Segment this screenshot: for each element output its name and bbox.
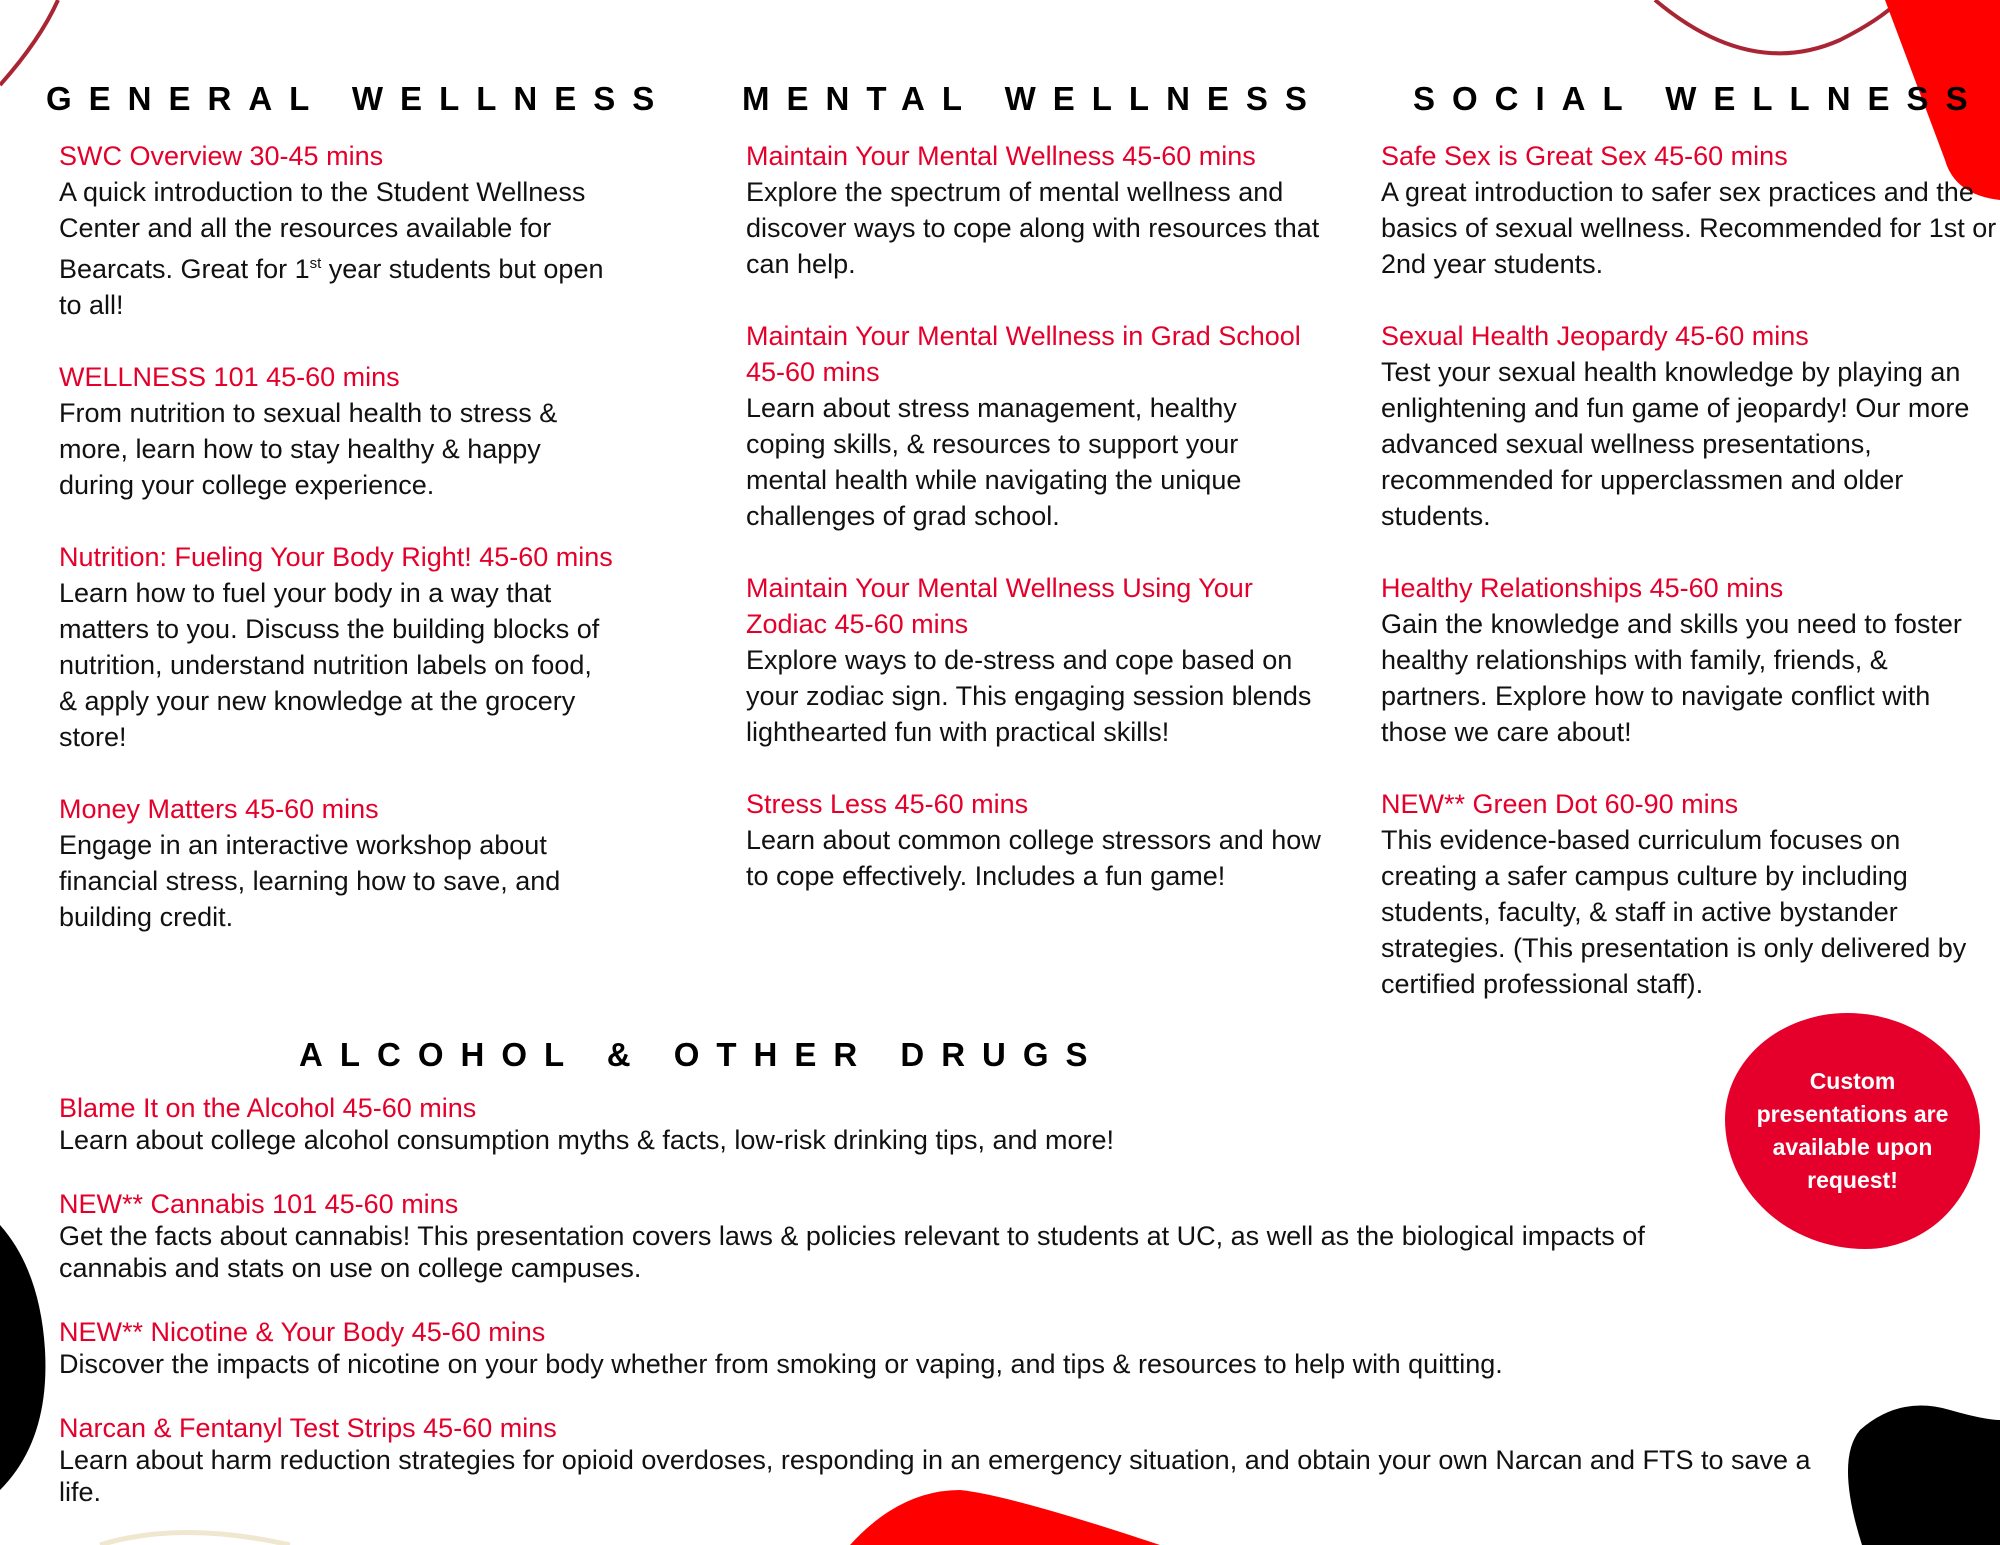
list-item <box>59 359 616 503</box>
social-wellness-column <box>1381 80 1998 1038</box>
callout-text: Custom presentations are available upon request! <box>1756 1068 1949 1193</box>
item-desc: A great introduction to safer sex practices and the basics of sexual wellness. Recommended for 1st or 2nd year students. <box>1381 177 1997 279</box>
item-desc: Engage in an interactive workshop about financial stress, learning how to save, and building credit. <box>59 830 561 932</box>
item-title: Sexual Health Jeopardy 45-60 mins <box>1381 321 1809 351</box>
item-desc: Learn about college alcohol consumption myths & facts, low-risk drinking tips, and more! <box>59 1125 1115 1155</box>
item-desc: From nutrition to sexual health to stress & more, learn how to stay healthy & happy during your college experience. <box>59 398 558 500</box>
item-title: Maintain Your Mental Wellness in Grad School 45-60 mins <box>746 321 1301 387</box>
item-desc: Learn about harm reduction strategies for opioid overdoses, responding in an emergency situation, and obtain your own Narcan and FTS to save a life. <box>59 1445 1811 1507</box>
item-desc: Learn about common college stressors and how to cope effectively. Includes a fun game! <box>746 825 1321 891</box>
superscript: st <box>309 255 322 272</box>
list-item <box>1381 318 1998 534</box>
list-item <box>59 539 616 755</box>
item-title: WELLNESS 101 45-60 mins <box>59 362 400 392</box>
item-desc: Learn how to fuel your body in a way that matters to you. Discuss the building blocks of nutrition, understand nutrition labels on food, & apply your new knowledge at the grocery store! <box>59 578 600 752</box>
list-item <box>1381 786 1998 1002</box>
list-item <box>59 791 616 935</box>
desc-text: A quick introduction to the Student Wellness Center and all the resources available for Bearcats. Great for 1 <box>59 177 586 284</box>
section-heading: GENERAL WELLNESS <box>46 80 672 117</box>
top-left-arc <box>0 0 58 85</box>
item-title: Blame It on the Alcohol 45-60 mins <box>59 1093 477 1123</box>
list-item <box>59 1092 1859 1156</box>
item-title: Nutrition: Fueling Your Body Right! 45-60 mins <box>59 542 613 572</box>
item-title: SWC Overview 30-45 mins <box>59 141 384 171</box>
list-item <box>59 138 616 323</box>
item-desc: Discover the impacts of nicotine on your body whether from smoking or vaping, and tips & resources to help with quitting. <box>59 1349 1503 1379</box>
section-heading: SOCIAL WELLNESS <box>1413 80 1985 117</box>
list-item <box>746 318 1322 534</box>
list-item <box>59 1316 1859 1380</box>
list-item <box>746 570 1322 750</box>
mental-wellness-column <box>742 80 1322 930</box>
list-item <box>1381 138 1998 282</box>
general-wellness-column <box>46 80 672 971</box>
list-item <box>59 1188 1779 1284</box>
item-desc: Get the facts about cannabis! This presentation covers laws & policies relevant to students at UC, as well as the biological impacts of cannabis and stats on use on college campuses. <box>59 1221 1645 1283</box>
item-title: NEW** Nicotine & Your Body 45-60 mins <box>59 1317 546 1347</box>
list-item <box>746 138 1322 282</box>
item-title: Healthy Relationships 45-60 mins <box>1381 573 1784 603</box>
item-desc: Gain the knowledge and skills you need to foster healthy relationships with family, friends, & partners. Explore how to navigate conflict with those we care about! <box>1381 609 1962 747</box>
item-desc: This evidence-based curriculum focuses on creating a safer campus culture by including students, faculty, & staff in active bystander strategies. (This presentation is only delivered by certified professional staff). <box>1381 825 1967 999</box>
section-heading: MENTAL WELLNESS <box>742 80 1324 117</box>
list-item <box>1381 570 1998 750</box>
item-desc <box>59 174 616 323</box>
item-desc: Explore ways to de-stress and cope based on your zodiac sign. This engaging session blends lighthearted fun with practical skills! <box>746 645 1312 747</box>
alcohol-other-drugs-section <box>59 1036 1859 1540</box>
section-heading: ALCOHOL & OTHER DRUGS <box>299 1036 1105 1073</box>
item-desc: Test your sexual health knowledge by playing an enlightening and fun game of jeopardy! Our more advanced sexual wellness presentations, recommended for upperclassmen and older students. <box>1381 357 1970 531</box>
desc-text: year students but open to all! <box>59 254 604 320</box>
item-title: Maintain Your Mental Wellness 45-60 mins <box>746 141 1256 171</box>
bottom-right-black-blob <box>1848 1406 2000 1545</box>
top-right-arc <box>1655 0 1900 53</box>
item-title: Maintain Your Mental Wellness Using Your Zodiac 45-60 mins <box>746 573 1253 639</box>
item-title: Money Matters 45-60 mins <box>59 794 379 824</box>
list-item <box>59 1412 1859 1508</box>
list-item <box>746 786 1322 894</box>
left-black-blob <box>0 1225 45 1490</box>
item-title: NEW** Green Dot 60-90 mins <box>1381 789 1739 819</box>
item-desc: Learn about stress management, healthy coping skills, & resources to support your mental health while navigating the unique challenges of grad school. <box>746 393 1242 531</box>
item-title: NEW** Cannabis 101 45-60 mins <box>59 1189 459 1219</box>
item-title: Stress Less 45-60 mins <box>746 789 1029 819</box>
item-title: Safe Sex is Great Sex 45-60 mins <box>1381 141 1788 171</box>
item-desc: Explore the spectrum of mental wellness and discover ways to cope along with resources that can help. <box>746 177 1320 279</box>
item-title: Narcan & Fentanyl Test Strips 45-60 mins <box>59 1413 557 1443</box>
